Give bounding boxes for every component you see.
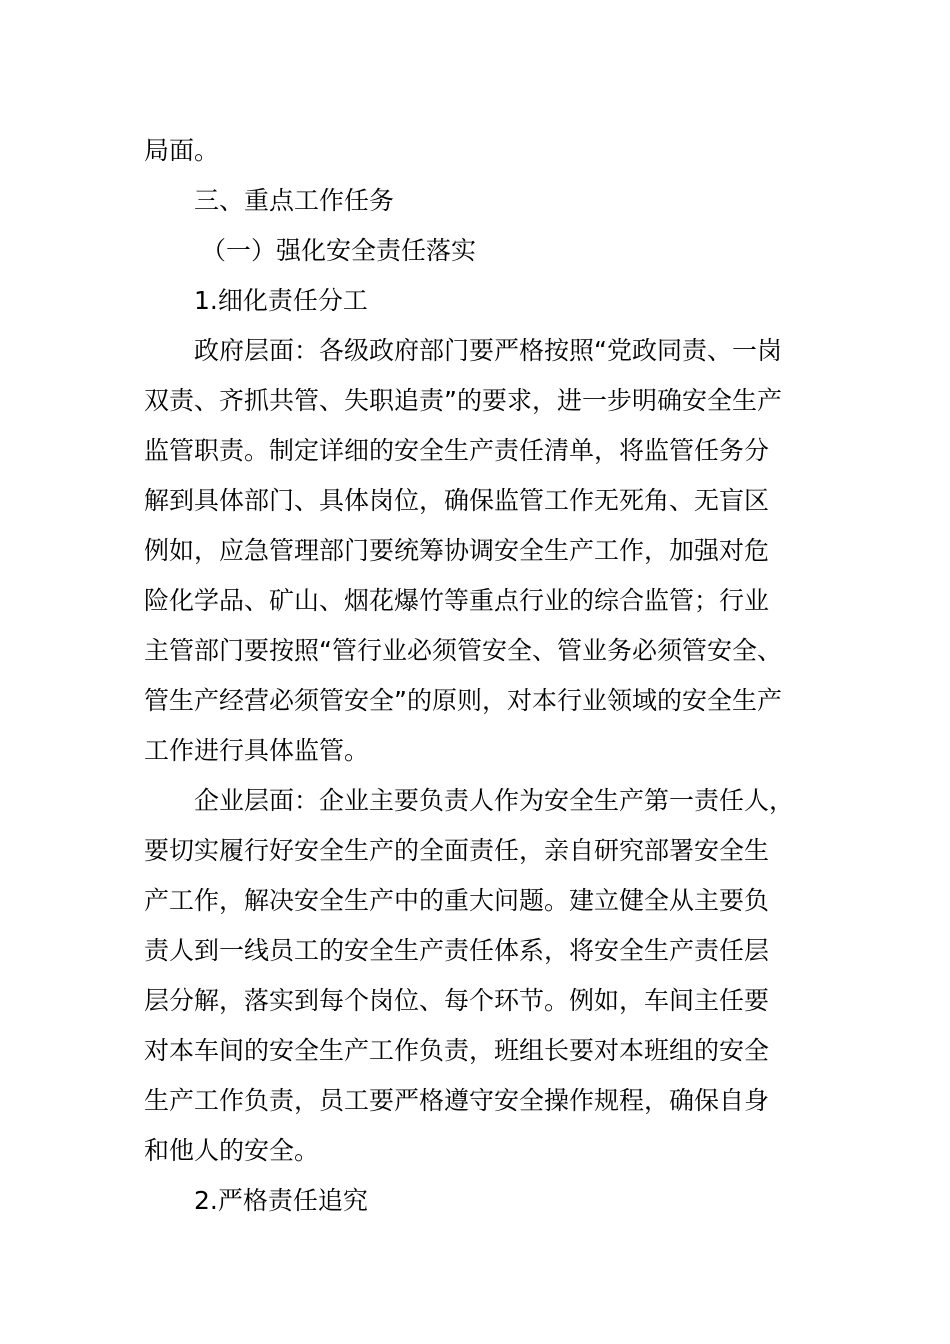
paragraph-line: 险化学品、矿山、烟花爆竹等重点行业的综合监管；行业 <box>144 586 770 615</box>
paragraph-line: 政府层面：各级政府部门要严格按照“党政同责、一岗 <box>194 336 782 365</box>
paragraph-line: 责人到一线员工的安全生产责任体系，将安全生产责任层 <box>144 936 770 965</box>
paragraph-line: 要切实履行好安全生产的全面责任，亲自研究部署安全生 <box>144 836 770 865</box>
paragraph-line: 主管部门要按照“管行业必须管安全、管业务必须管安全、 <box>144 636 782 665</box>
paragraph-line: 层分解，落实到每个岗位、每个环节。例如，车间主任要 <box>144 986 770 1015</box>
paragraph-line: 监管职责。制定详细的安全生产责任清单，将监管任务分 <box>144 436 770 465</box>
section-heading: 三、重点工作任务 <box>194 186 395 215</box>
paragraph-line: 解到具体部门、具体岗位，确保监管工作无死角、无盲区 <box>144 486 770 515</box>
paragraph-line: 产工作，解决安全生产中的重大问题。建立健全从主要负 <box>144 886 770 915</box>
paragraph-line: 管生产经营必须管安全”的原则，对本行业领域的安全生产 <box>144 686 782 715</box>
item-heading: 1.细化责任分工 <box>194 286 368 315</box>
paragraph-line: 局面。 <box>144 136 220 165</box>
paragraph-line: 对本车间的安全生产工作负责，班组长要对本班组的安全 <box>144 1036 770 1065</box>
paragraph-line: 工作进行具体监管。 <box>144 736 370 765</box>
item-heading: 2.严格责任追究 <box>194 1186 368 1215</box>
paragraph-line: 企业层面：企业主要负责人作为安全生产第一责任人， <box>194 786 795 815</box>
paragraph-line: 双责、齐抓共管、失职追责”的要求，进一步明确安全生产 <box>144 386 782 415</box>
paragraph-line: 生产工作负责，员工要严格遵守安全操作规程，确保自身 <box>144 1086 770 1115</box>
paragraph-line: 和他人的安全。 <box>144 1136 320 1165</box>
subsection-heading: （一）强化安全责任落实 <box>201 236 477 265</box>
paragraph-line: 例如，应急管理部门要统筹协调安全生产工作，加强对危 <box>144 536 770 565</box>
